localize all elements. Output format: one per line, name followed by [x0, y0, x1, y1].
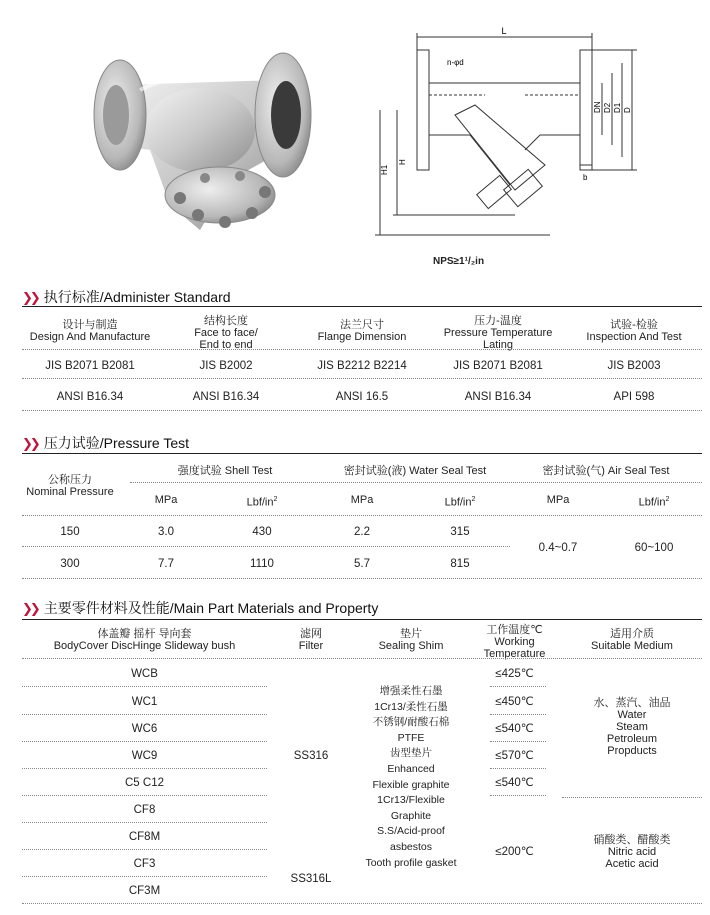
- s2-header-water: 密封试验(液) Water Seal Test: [343, 465, 487, 477]
- s2-header-air: 密封试验(气) Air Seal Test: [542, 465, 670, 477]
- s3-temp-divider: [490, 714, 546, 715]
- svg-text:n-φd: n-φd: [447, 58, 464, 67]
- s1-cell: JIS B2071 B2081: [453, 360, 543, 372]
- svg-text:D1: D1: [613, 102, 622, 113]
- svg-text:L: L: [501, 26, 507, 36]
- s2-cell: 3.0: [158, 526, 174, 538]
- s2-unit-lbf: Lbf/$in^2$: [638, 496, 670, 509]
- s2-cell: 430: [252, 526, 272, 538]
- svg-text:H: H: [398, 159, 407, 165]
- s1-cell: ANSI B16.34: [192, 391, 260, 403]
- s3-material: CF8M: [128, 831, 161, 843]
- s2-header-shell: 强度试验 Shell Test: [177, 465, 273, 477]
- s2-group-divider: [130, 482, 702, 483]
- section-title-pressure: ❯❯ 压力试验/Pressure Test: [22, 435, 190, 451]
- s1-cell: API 598: [613, 391, 655, 403]
- s3-shim: 增强柔性石墨 1Cr13/柔性石墨 不锈钢/耐酸石棉 PTFE 齿型垫片 Enhanced Flexible graphite 1Cr13/Flexible Graphite S.S/Acid-proof asbestos Tooth profile gasket: [365, 685, 457, 869]
- s1-divider: [22, 410, 702, 411]
- valve-dimension-drawing: [375, 25, 665, 250]
- s3-row-divider: [22, 849, 267, 850]
- s3-temp: ≤540℃: [495, 723, 534, 735]
- svg-text:DN: DN: [593, 101, 602, 113]
- s3-row-divider: [22, 795, 267, 796]
- s3-filter: SS316: [293, 750, 329, 762]
- s3-medium-divider: [562, 797, 702, 798]
- s3-temp: ≤450℃: [495, 696, 534, 708]
- s1-header-design: 设计与制造 Design And Manufacture: [29, 319, 151, 343]
- s1-header-inspection: 试验-检验 Inspection And Test: [586, 319, 682, 343]
- svg-text:b: b: [583, 173, 588, 182]
- s3-header-filter: 滤网 Filter: [298, 628, 324, 652]
- s1-cell: JIS B2003: [607, 360, 661, 372]
- s2-header-nominal: 公称压力 Nominal Pressure: [26, 474, 114, 498]
- s3-material: CF3M: [128, 885, 161, 897]
- section1-top-rule: [22, 306, 702, 307]
- s2-cell: 7.7: [158, 558, 174, 570]
- s2-cell: 315: [450, 526, 470, 538]
- s2-air-mpa: 0.4~0.7: [538, 542, 578, 554]
- s2-unit-mpa: MPa: [546, 494, 570, 506]
- s2-cell: 2.2: [354, 526, 370, 538]
- s3-material: WC9: [131, 750, 158, 762]
- s2-unit-mpa: MPa: [154, 494, 178, 506]
- s2-cell: 5.7: [354, 558, 370, 570]
- s1-header-pressure: 压力-温度 Pressure Temperature Lating: [443, 315, 553, 351]
- svg-text:H1: H1: [380, 164, 389, 175]
- s3-temp-divider: [490, 768, 546, 769]
- s2-unit-mpa: MPa: [350, 494, 374, 506]
- section2-top-rule: [22, 453, 702, 454]
- s3-row-divider: [22, 768, 267, 769]
- valve-photo: [80, 30, 320, 245]
- s3-divider: [22, 658, 702, 659]
- drawing-caption: NPS≥1¹/₂in: [433, 256, 485, 267]
- s3-temp: ≤540℃: [495, 777, 534, 789]
- s3-medium-acid: 硝酸类、醋酸类 Nitric acid Acetic acid: [593, 834, 671, 870]
- svg-text:D: D: [623, 107, 632, 113]
- s2-divider: [22, 578, 702, 579]
- section3-top-rule: [22, 619, 702, 620]
- s3-row-divider: [22, 822, 267, 823]
- chevron-marker-icon: ❯❯: [22, 436, 38, 451]
- s3-temp: ≤200℃: [495, 846, 534, 858]
- s3-material: WC1: [131, 696, 158, 708]
- s2-cell: 150: [60, 526, 80, 538]
- s2-air-lbf: 60~100: [634, 542, 674, 554]
- s1-cell: JIS B2212 B2214: [317, 360, 407, 372]
- s2-divider: [22, 515, 702, 516]
- s3-medium-water: 水、蒸汽、油品 Water Steam Petroleum Propducts: [593, 697, 671, 757]
- s3-temp-divider: [490, 741, 546, 742]
- s3-header-shim: 垫片 Sealing Shim: [378, 628, 444, 652]
- s3-row-divider: [22, 686, 267, 687]
- s2-cell: 815: [450, 558, 470, 570]
- s3-header-temp: 工作温度℃ Working Temperature: [483, 624, 546, 660]
- s3-temp: ≤570℃: [495, 750, 534, 762]
- s2-cell: 1110: [250, 558, 274, 570]
- s1-cell: ANSI B16.34: [56, 391, 124, 403]
- s1-cell: JIS B2002: [199, 360, 253, 372]
- s3-material: WCB: [131, 668, 158, 680]
- section-title-materials: ❯❯ 主要零件材料及性能/Main Part Materials and Property: [22, 600, 379, 616]
- s3-material: CF8: [133, 804, 156, 816]
- s3-temp-divider: [490, 686, 546, 687]
- s1-header-flange: 法兰尺寸 Flange Dimension: [317, 319, 407, 343]
- chevron-marker-icon: ❯❯: [22, 290, 38, 305]
- s3-bottom-divider: [22, 903, 702, 904]
- s3-material: C5 C12: [125, 777, 164, 789]
- s1-header-length: 结构长度 Face to face/ End to end: [194, 315, 258, 351]
- s2-cell: 300: [60, 558, 80, 570]
- s3-row-divider: [22, 714, 267, 715]
- section-title-standard: ❯❯ 执行标准/Administer Standard: [22, 289, 231, 305]
- s3-temp-divider: [490, 795, 546, 796]
- s3-material: CF3: [133, 858, 156, 870]
- s3-row-divider: [22, 876, 267, 877]
- chevron-marker-icon: ❯❯: [22, 601, 38, 616]
- s1-cell: ANSI 16.5: [335, 391, 389, 403]
- s3-header-medium: 适用介质 Suitable Medium: [591, 628, 673, 652]
- s1-cell: JIS B2071 B2081: [45, 360, 135, 372]
- s2-divider: [22, 546, 510, 547]
- s1-divider: [22, 378, 702, 379]
- s1-divider: [22, 349, 702, 350]
- s2-unit-lbf: Lbf/$in^2$: [246, 496, 278, 509]
- s2-unit-lbf: Lbf/$in^2$: [444, 496, 476, 509]
- s3-filter: SS316L: [290, 873, 332, 885]
- s3-header-body: 体盖瓣 摇杆 导向套 BodyCover DiscHinge Slideway bush: [53, 628, 236, 652]
- s3-material: WC6: [131, 723, 158, 735]
- s1-cell: ANSI B16.34: [464, 391, 532, 403]
- svg-text:D2: D2: [603, 102, 612, 113]
- s3-row-divider: [22, 741, 267, 742]
- s3-temp: ≤425℃: [495, 668, 534, 680]
